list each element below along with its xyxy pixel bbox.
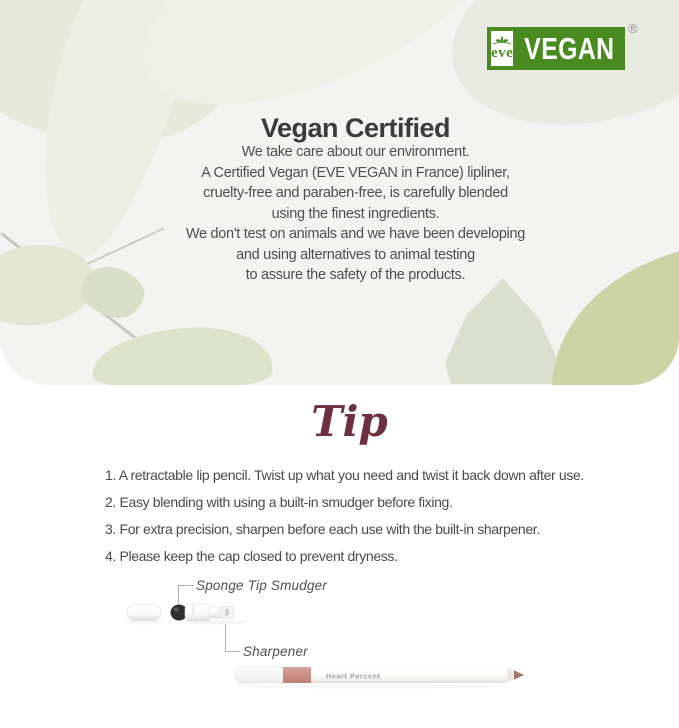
pencil-lead-tip (514, 670, 524, 679)
tip-section-title: Tip (311, 397, 388, 446)
lotus-icon (491, 36, 513, 45)
paragraph-line: We don't test on animals and we have been developing (185, 226, 526, 242)
cap-and-smudger-illustration (120, 596, 250, 632)
list-item: 1. A retractable lip pencil. Twist up what you need and twist it back down after use. (105, 467, 584, 483)
pencil-shadow (235, 685, 515, 689)
paragraph-line: and using alternatives to animal testing (236, 246, 475, 263)
paragraph-line: to assure the safety of the products. (245, 267, 466, 283)
sponge-highlight (174, 608, 179, 612)
pencil-body (280, 667, 507, 683)
paragraph-line: A Certified Vegan (EVE VEGAN in France) lipliner, (201, 164, 510, 181)
pencil-cap (127, 605, 161, 621)
lip-pencil-illustration (225, 660, 535, 690)
paragraph-line: cruelty-free and paraben-free, is carefully blended (203, 185, 508, 201)
smudger-body (185, 604, 211, 621)
pencil-color-band (283, 667, 311, 683)
tips-list (105, 467, 649, 575)
eve-vegan-logo-box (487, 27, 625, 70)
leaf-decoration-bottom-center (91, 325, 273, 385)
list-item: 2. Easy blending with using a built-in smudger before fixing. (105, 494, 453, 510)
sharpener-label: Sharpener (243, 644, 308, 659)
logo-vegan-text: VEGAN (524, 30, 615, 66)
pencil-end-cap (235, 667, 285, 683)
leaf-decoration-bottom-right-gray (445, 278, 565, 384)
smudger-ring (192, 604, 195, 620)
paragraph-line: We take care about our environment. (241, 144, 470, 160)
registered-trademark-symbol: ® (628, 21, 638, 36)
eve-logo-cell (491, 31, 513, 66)
list-item: 3. For extra precision, sharpen before each use with the built-in sharpener. (105, 521, 540, 537)
logo-eve-text: eve (491, 45, 514, 61)
paragraph-line: using the finest ingredients. (271, 205, 440, 222)
page-title: Vegan Certified (260, 113, 451, 144)
eve-vegan-logo (487, 21, 638, 70)
smudger-neck (209, 607, 221, 618)
pencil-brand-text: Heart Percent (326, 671, 381, 681)
sharpener-slot (225, 609, 229, 616)
smudger-label: Sponge Tip Smudger (196, 578, 328, 593)
hero-paragraph (0, 142, 679, 286)
list-item: 4. Please keep the cap closed to prevent dryness. (105, 548, 398, 564)
